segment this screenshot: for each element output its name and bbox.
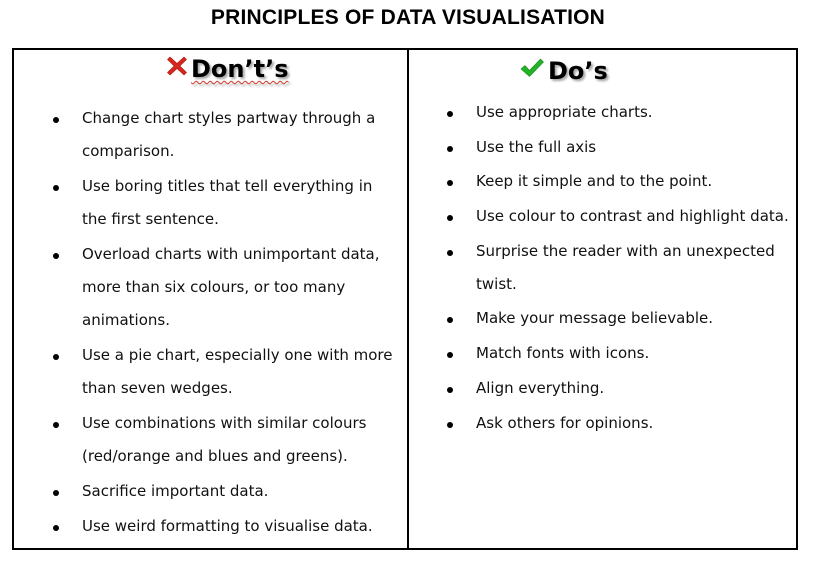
list-item: Sacrifice important data. (14, 475, 407, 508)
dos-column (409, 50, 796, 548)
list-item: Change chart styles partway through a comparison. (14, 102, 407, 168)
bullet-icon (53, 354, 59, 360)
list-item: Use boring titles that tell everything in the first sentence. (14, 170, 407, 236)
page-title: PRINCIPLES OF DATA VISUALISATION (210, 6, 606, 29)
bullet-icon (447, 317, 453, 323)
list-item: Use colour to contrast and highlight data. (409, 200, 796, 233)
bullet-icon (53, 117, 59, 123)
bullet-icon (53, 490, 59, 496)
list-item: Overload charts with unimportant data, more than six colours, or too many animations. (14, 238, 407, 337)
dos-list (409, 96, 796, 441)
list-item: Use a pie chart, especially one with more than seven wedges. (14, 339, 407, 405)
bullet-icon (447, 422, 453, 428)
list-item: Use appropriate charts. (409, 96, 796, 129)
list-item: Use combinations with similar colours (red/orange and blues and greens). (14, 407, 407, 473)
bullet-icon (53, 185, 59, 191)
list-item: Surprise the reader with an unexpected twist. (409, 235, 796, 301)
bullet-icon (53, 525, 59, 531)
cross-icon (166, 55, 188, 83)
bullet-icon (447, 146, 453, 152)
bullet-icon (447, 352, 453, 358)
list-item: Use weird formatting to visualise data. (14, 510, 407, 543)
dos-heading-text: Do’s (548, 57, 608, 85)
bullet-icon (447, 111, 453, 117)
list-item: Match fonts with icons. (409, 337, 796, 370)
donts-column (14, 50, 407, 548)
list-item: Align everything. (409, 372, 796, 405)
bullet-icon (447, 215, 453, 221)
list-item: Make your message believable. (409, 302, 796, 335)
donts-list (14, 102, 407, 545)
list-item: Keep it simple and to the point. (409, 165, 796, 198)
list-item: Ask others for opinions. (409, 407, 796, 440)
bullet-icon (447, 387, 453, 393)
bullet-icon (53, 422, 59, 428)
donts-heading (166, 51, 289, 87)
dos-heading (519, 53, 608, 89)
bullet-icon (447, 180, 453, 186)
bullet-icon (447, 250, 453, 256)
principles-table (12, 48, 798, 550)
list-item: Use the full axis (409, 131, 796, 164)
donts-heading-text: Don’t’s (191, 55, 289, 83)
bullet-icon (53, 253, 59, 259)
checkmark-icon (519, 57, 545, 85)
